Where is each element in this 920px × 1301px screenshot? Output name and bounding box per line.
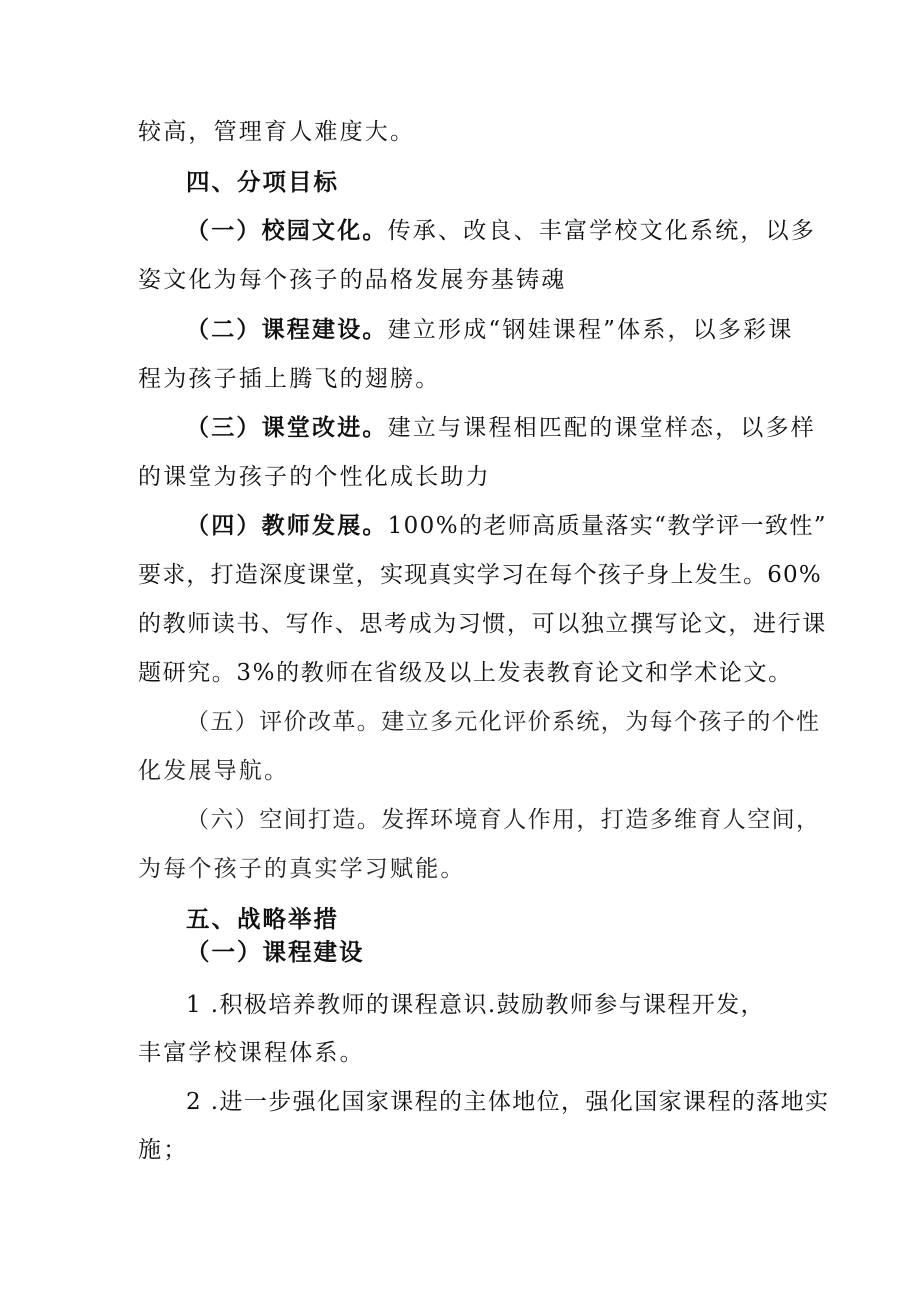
- paragraph-line: [186, 413, 816, 443]
- item-1-text-cont: 姿文化为每个孩子的品格发展夯基铸魂: [138, 267, 567, 293]
- item-3-text: 建立与课程相匹配的课堂样态，以多样: [387, 415, 817, 441]
- item-2-label: （二）课程建设。: [186, 317, 388, 343]
- paragraph-line: [138, 658, 793, 688]
- paragraph-line: [138, 560, 822, 590]
- item-1-label: （一）校园文化。: [186, 218, 388, 244]
- measure-1-text-cont: 丰富学校课程体系。: [138, 1040, 365, 1066]
- item-6-text-cont: 为每个孩子的真实学习赋能。: [138, 856, 466, 882]
- item-4-text-cont-1: 要求，打造深度课堂，实现真实学习在每个孩子身上发生。60%: [138, 562, 822, 588]
- item-3-text-cont: 的课堂为孩子的个性化成长助力: [138, 464, 491, 490]
- section-4-heading: 四、分项目标: [186, 168, 339, 196]
- paragraph-line: [186, 315, 794, 345]
- measure-2-text: 2 .进一步强化国家课程的主体地位，强化国家课程的落地实: [186, 1089, 830, 1115]
- item-4-label: （四）教师发展。: [186, 513, 388, 539]
- section-heading: [186, 167, 339, 197]
- text: 较高，管理育人难度大。: [138, 119, 416, 145]
- paragraph-line: [138, 117, 415, 147]
- subsection-1-heading: （一）课程建设: [186, 938, 365, 966]
- paragraph-line: [138, 854, 466, 884]
- paragraph-line: [186, 1087, 829, 1117]
- item-5-text-cont: 化发展导航。: [138, 758, 290, 784]
- paragraph-line: [138, 265, 566, 295]
- item-4-text-cont-3: 题研究。3%的教师在省级及以上发表教育论文和学术论文。: [138, 660, 793, 686]
- item-1-text: 传承、改良、丰富学校文化系统，以多: [387, 218, 817, 244]
- measure-1-text: 1 .积极培养教师的课程意识.鼓励教师参与课程开发，: [186, 992, 765, 1018]
- paragraph-line: [186, 990, 765, 1020]
- item-3-label: （三）课堂改进。: [186, 415, 388, 441]
- paragraph-line: [138, 756, 289, 786]
- paragraph-line: [138, 609, 827, 639]
- item-4-text: 100%的老师高质量落实“教学评一致性”: [387, 513, 827, 539]
- item-6-text: （六）空间打造。发挥环境育人作用，打造多维育人空间，: [186, 807, 821, 833]
- paragraph-line: [186, 805, 820, 835]
- paragraph-line: [138, 1135, 188, 1165]
- paragraph-line: [138, 462, 491, 492]
- subsection-heading: [186, 937, 365, 967]
- item-4-text-cont-2: 的教师读书、写作、思考成为习惯，可以独立撰写论文，进行课: [138, 611, 827, 637]
- paragraph-line: [186, 511, 827, 541]
- paragraph-line: [138, 364, 440, 394]
- section-heading: [186, 904, 339, 934]
- paragraph-line: [138, 1038, 365, 1068]
- paragraph-line: [186, 707, 820, 737]
- item-2-text-cont: 程为孩子插上腾飞的翅膀。: [138, 366, 441, 392]
- measure-2-text-cont: 施；: [138, 1137, 189, 1163]
- item-5-text: （五）评价改革。建立多元化评价系统，为每个孩子的个性: [186, 709, 821, 735]
- section-5-heading: 五、战略举措: [186, 905, 339, 933]
- paragraph-line: [186, 216, 816, 246]
- item-2-text: 建立形成“钢娃课程”体系，以多彩课: [387, 317, 794, 343]
